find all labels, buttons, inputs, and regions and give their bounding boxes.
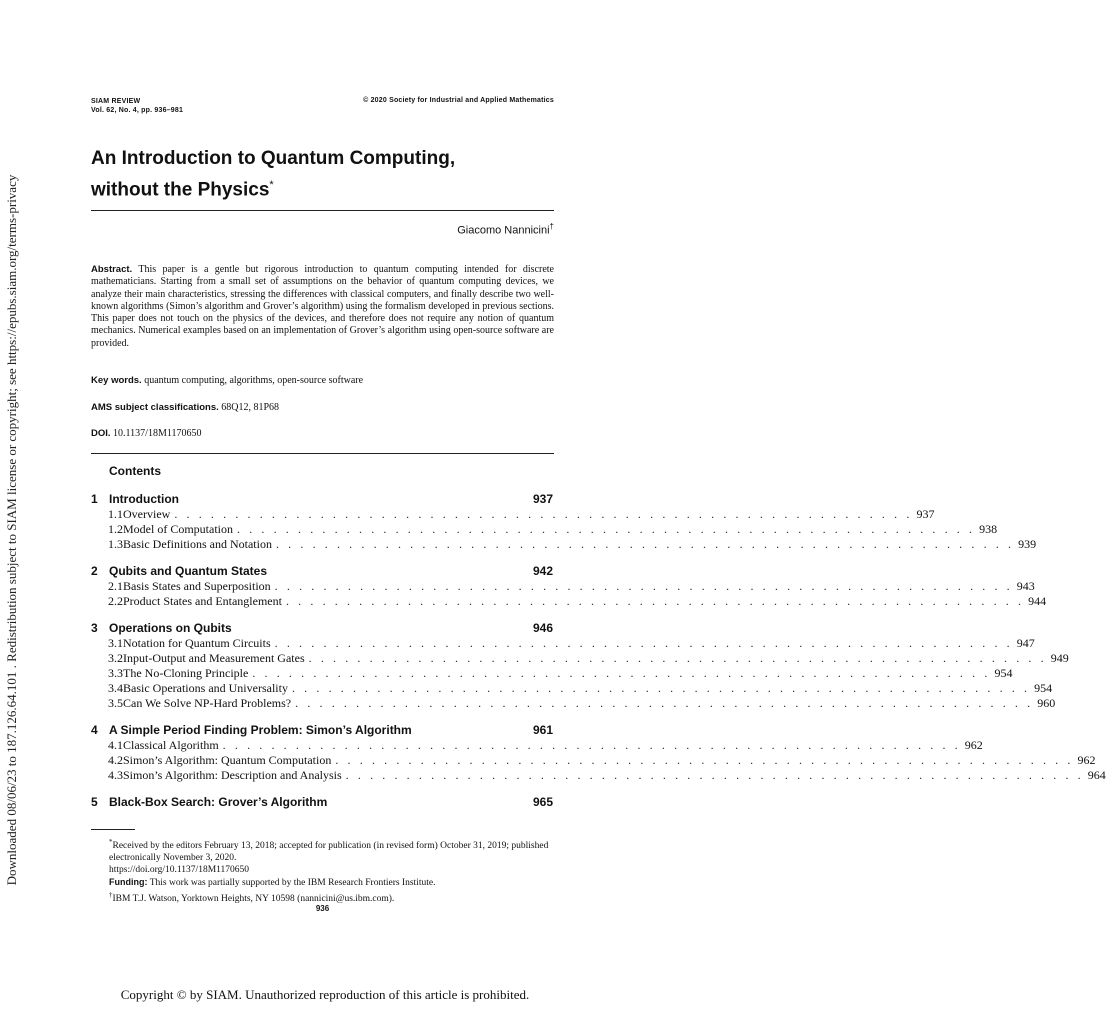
toc-subsection[interactable] <box>91 651 1069 666</box>
author-name: Giacomo Nannicini <box>457 224 550 237</box>
toc-subsection-number: 1.1 <box>108 507 123 521</box>
toc-subsection-number: 4.2 <box>108 753 123 767</box>
toc-gap <box>91 711 553 723</box>
footnote-funding <box>91 876 554 889</box>
footnote-rule <box>91 829 135 830</box>
toc-subsection-page: 962 <box>964 738 983 752</box>
toc-subsection-page: 962 <box>1077 753 1096 767</box>
toc-subsection-title[interactable]: Basic Operations and Universality <box>123 681 288 695</box>
header-copyright: © 2020 Society for Industrial and Applied Mathematics <box>363 97 554 104</box>
toc-leader-dots: . . . . . . . . . . . . . . . . . . . . . . . . . . . . . . . . . . . . . . . . . . . . . . . . . . . . . . . . . . . . . <box>285 594 1025 608</box>
doi-text: 10.1137/18M1170650 <box>113 428 202 439</box>
ams-label: AMS subject classifications. <box>91 402 219 413</box>
footnotes <box>91 836 554 905</box>
toc-subsection-page: 937 <box>916 507 935 521</box>
keywords-label: Key words. <box>91 375 142 386</box>
toc-subsection-page: 954 <box>994 666 1013 680</box>
toc-leader-dots: . . . . . . . . . . . . . . . . . . . . . . . . . . . . . . . . . . . . . . . . . . . . . . . . . . . . . . . . . . . . . <box>237 522 976 536</box>
title-line-2: without the Physics <box>91 179 270 201</box>
funding-label: Funding: <box>109 877 148 888</box>
toc-subsection-title[interactable]: The No-Cloning Principle <box>123 666 249 680</box>
toc-subsection-title[interactable]: Simon’s Algorithm: Quantum Computation <box>123 753 332 767</box>
toc-subsection[interactable] <box>91 681 1053 696</box>
toc-subsection[interactable] <box>91 768 1106 783</box>
received-mark: * <box>109 838 113 846</box>
doi-link[interactable]: https://doi.org/10.1137/18M1170650 <box>109 865 250 876</box>
toc-subsection-page: 943 <box>1016 579 1035 593</box>
toc-section-title[interactable]: Black-Box Search: Grover’s Algorithm <box>109 795 328 809</box>
toc-subsection[interactable] <box>91 738 983 753</box>
toc-section[interactable] <box>91 795 553 810</box>
toc-subsection-page: 938 <box>979 522 998 536</box>
toc-subsection-title[interactable]: Model of Computation <box>123 522 233 536</box>
toc-subsection-number: 3.3 <box>108 666 123 680</box>
paper-title <box>91 145 561 203</box>
toc-subsection[interactable] <box>91 636 1035 651</box>
received-text: Received by the editors February 13, 2018; accepted for publication (in revised form) October 31, 2019; published electronically November 3, 2020. <box>109 841 549 864</box>
toc-subsection[interactable] <box>91 537 1037 552</box>
toc-subsection-page: 944 <box>1028 594 1047 608</box>
affiliation-text: IBM T.J. Watson, Yorktown Heights, NY 10598 (nannicini@us.ibm.com). <box>112 894 395 905</box>
journal-name: SIAM REVIEW <box>91 98 141 105</box>
toc-subsection-page: 960 <box>1037 696 1056 710</box>
toc-section-number: 1 <box>91 492 98 506</box>
toc-subsection-title[interactable]: Simon’s Algorithm: Description and Analysis <box>123 768 342 782</box>
contents-rule <box>91 453 554 454</box>
toc-gap <box>91 783 553 795</box>
abstract-label: Abstract. <box>91 264 133 275</box>
toc-leader-dots: . . . . . . . . . . . . . . . . . . . . . . . . . . . . . . . . . . . . . . . . . . . . . . . . . . . . . . . . . . . . . <box>308 651 1047 665</box>
toc-section-number: 4 <box>91 723 98 737</box>
toc-gap <box>91 552 553 564</box>
abstract-text: This paper is a gentle but rigorous introduction to quantum computing intended for discrete mathematicians. Starting from a small set of assumptions on the behavior of quantum computing devices, we analyze their main characteristics, stressing the differences with classical computers, and finally describe two well-known algorithms (Simon’s algorithm and Grover’s algorithm) using the formalism developed in previous sections. This paper does not touch on the physics of the devices, and therefore does not require any notion of quantum mechanics. Numerical examples based on an implementation of Grover’s algorithm using open-source software are provided. <box>91 264 554 349</box>
toc-subsection-title[interactable]: Product States and Entanglement <box>123 594 282 608</box>
toc-subsection-number: 4.3 <box>108 768 123 782</box>
toc-subsection-page: 954 <box>1034 681 1053 695</box>
toc-section[interactable] <box>91 621 553 636</box>
toc-subsection-number: 3.1 <box>108 636 123 650</box>
toc-section-number: 2 <box>91 564 98 578</box>
toc-subsection-title[interactable]: Basis States and Superposition <box>123 579 271 593</box>
toc-subsection-title[interactable]: Overview <box>123 507 171 521</box>
toc-subsection-number: 3.4 <box>108 681 123 695</box>
toc-leader-dots: . . . . . . . . . . . . . . . . . . . . . . . . . . . . . . . . . . . . . . . . . . . . . . . . . . . . . . . . . . . . . <box>252 666 991 680</box>
contents-heading: Contents <box>109 464 161 478</box>
toc-subsection-title[interactable]: Notation for Quantum Circuits <box>123 636 271 650</box>
toc-leader-dots: . . . . . . . . . . . . . . . . . . . . . . . . . . . . . . . . . . . . . . . . . . . . . . . . . . . . . . . . . . . . . <box>274 579 1013 593</box>
toc-subsection-number: 2.1 <box>108 579 123 593</box>
toc-leader-dots: . . . . . . . . . . . . . . . . . . . . . . . . . . . . . . . . . . . . . . . . . . . . . . . . . . . . . . . . . . . . . <box>174 507 913 521</box>
journal-volume: Vol. 62, No. 4, pp. 936–981 <box>91 107 184 114</box>
toc-section[interactable] <box>91 564 553 579</box>
toc-subsection[interactable] <box>91 579 1035 594</box>
toc-subsection-page: 964 <box>1087 768 1106 782</box>
toc-subsection[interactable] <box>91 696 1056 711</box>
toc-leader-dots: . . . . . . . . . . . . . . . . . . . . . . . . . . . . . . . . . . . . . . . . . . . . . . . . . . . . . . . . . . . . . <box>275 537 1015 551</box>
toc-leader-dots: . . . . . . . . . . . . . . . . . . . . . . . . . . . . . . . . . . . . . . . . . . . . . . . . . . . . . . . . . . . . . <box>274 636 1013 650</box>
toc-section-title[interactable]: A Simple Period Finding Problem: Simon’s Algorithm <box>109 723 412 737</box>
toc-section-title[interactable]: Qubits and Quantum States <box>109 564 268 578</box>
doi-label: DOI. <box>91 428 111 439</box>
toc-subsection-title[interactable]: Input-Output and Measurement Gates <box>123 651 305 665</box>
title-line-1: An Introduction to Quantum Computing, <box>91 148 456 169</box>
toc-leader-dots: . . . . . . . . . . . . . . . . . . . . . . . . . . . . . . . . . . . . . . . . . . . . . . . . . . . . . . . . . . . . . <box>345 768 1084 782</box>
toc-gap <box>91 609 553 621</box>
toc-subsection-number: 3.2 <box>108 651 123 665</box>
toc-subsection-page: 939 <box>1018 537 1037 551</box>
toc-section-page: 942 <box>532 564 553 578</box>
toc-section-page: 965 <box>532 795 553 809</box>
toc-section-page: 961 <box>532 723 553 737</box>
toc-subsection-number: 1.3 <box>108 537 123 551</box>
toc-subsection-title[interactable]: Classical Algorithm <box>123 738 219 752</box>
toc-subsection[interactable] <box>91 594 1047 609</box>
keywords <box>91 375 363 386</box>
affiliation-mark: † <box>109 891 113 900</box>
toc-subsection-number: 1.2 <box>108 522 123 536</box>
toc-section-page: 937 <box>532 492 553 506</box>
toc-leader-dots: . . . . . . . . . . . . . . . . . . . . . . . . . . . . . . . . . . . . . . . . . . . . . . . . . . . . . . . . . . . . . <box>222 738 961 752</box>
toc-subsection[interactable] <box>91 507 935 522</box>
toc-subsection[interactable] <box>91 666 1013 681</box>
toc-section-number: 5 <box>91 795 98 809</box>
footnote-affiliation <box>91 889 554 905</box>
toc-subsection-number: 2.2 <box>108 594 123 608</box>
page-number: 936 <box>315 904 330 913</box>
toc-section[interactable] <box>91 492 553 507</box>
table-of-contents <box>91 492 1106 810</box>
toc-section-page: 946 <box>532 621 553 635</box>
toc-subsection-title[interactable]: Basic Definitions and Notation <box>123 537 272 551</box>
side-note-text: Downloaded 08/06/23 to 187.126.64.101 . Redistribution subject to SIAM license or copyright; see https://epubs.siam.org/terms-privacy <box>4 174 19 886</box>
toc-section-title[interactable]: Introduction <box>109 492 179 506</box>
toc-leader-dots: . . . . . . . . . . . . . . . . . . . . . . . . . . . . . . . . . . . . . . . . . . . . . . . . . . . . . . . . . . . . . <box>335 753 1074 767</box>
footnote-url[interactable] <box>91 864 554 876</box>
journal-info <box>91 97 183 115</box>
doi <box>91 428 201 439</box>
title-footnote-mark: * <box>269 179 274 191</box>
toc-subsection-number: 4.1 <box>108 738 123 752</box>
keywords-text: quantum computing, algorithms, open-source software <box>144 375 364 386</box>
toc-section[interactable] <box>91 723 553 738</box>
toc-subsection-number: 3.5 <box>108 696 123 710</box>
funding-text: This work was partially supported by the IBM Research Frontiers Institute. <box>149 878 436 889</box>
abstract <box>91 264 554 350</box>
ams-text: 68Q12, 81P68 <box>221 402 280 413</box>
toc-leader-dots: . . . . . . . . . . . . . . . . . . . . . . . . . . . . . . . . . . . . . . . . . . . . . . . . . . . . . . . . . . . . . <box>295 696 1034 710</box>
footnote-received <box>91 836 554 864</box>
toc-subsection-page: 947 <box>1016 636 1035 650</box>
author-footnote-mark: † <box>549 222 554 231</box>
toc-subsection-title[interactable]: Can We Solve NP-Hard Problems? <box>123 696 292 710</box>
ams-classifications <box>91 402 279 413</box>
toc-leader-dots: . . . . . . . . . . . . . . . . . . . . . . . . . . . . . . . . . . . . . . . . . . . . . . . . . . . . . . . . . . . . . <box>291 681 1031 695</box>
author <box>457 222 554 237</box>
toc-subsection[interactable] <box>91 753 1096 768</box>
title-rule <box>91 210 554 211</box>
toc-subsection-page: 949 <box>1050 651 1069 665</box>
download-side-note <box>0 0 24 1024</box>
bottom-copyright: Copyright © by SIAM. Unauthorized reproduction of this article is prohibited. <box>120 987 530 1002</box>
toc-subsection[interactable] <box>91 522 998 537</box>
toc-section-title[interactable]: Operations on Qubits <box>109 621 232 635</box>
toc-section-number: 3 <box>91 621 98 635</box>
